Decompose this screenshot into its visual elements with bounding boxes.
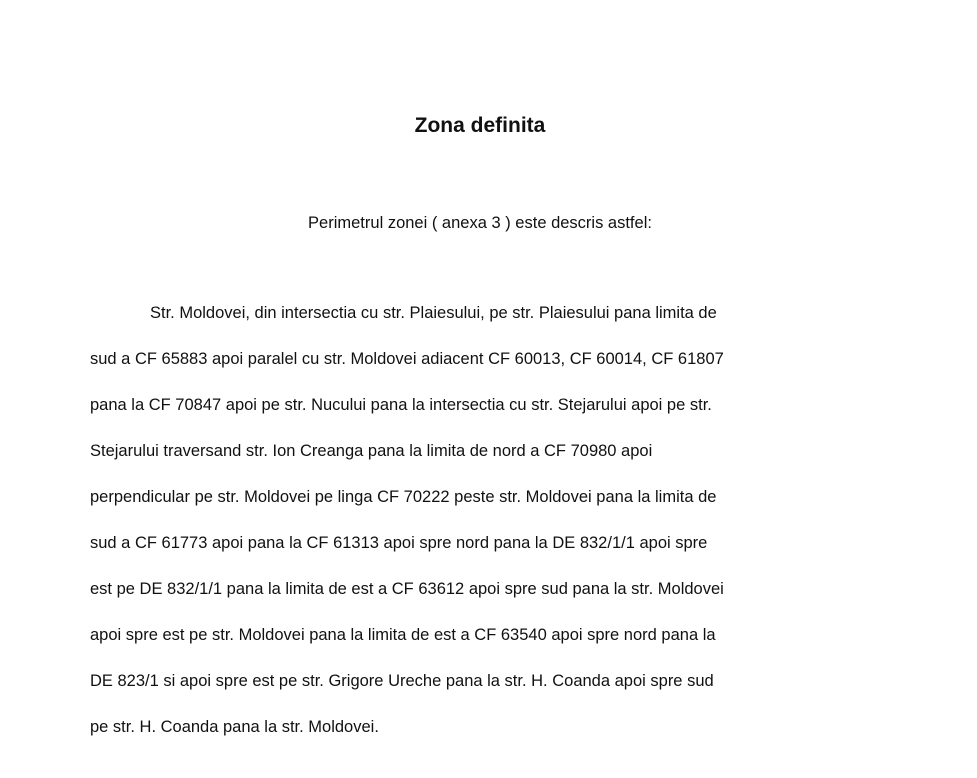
body-line: DE 823/1 si apoi spre est pe str. Grigore Ureche pana la str. H. Coanda apoi spre sud xyxy=(90,672,714,690)
body-line: Stejarului traversand str. Ion Creanga pana la limita de nord a CF 70980 apoi xyxy=(90,442,653,460)
body-line: pe str. H. Coanda pana la str. Moldovei. xyxy=(90,718,379,736)
body-line: apoi spre est pe str. Moldovei pana la limita de est a CF 63540 apoi spre nord pana la xyxy=(90,626,716,644)
body-line: perpendicular pe str. Moldovei pe linga CF 70222 peste str. Moldovei pana la limita de xyxy=(90,488,717,506)
body-line: est pe DE 832/1/1 pana la limita de est a CF 63612 apoi spre sud pana la str. Moldovei xyxy=(90,580,724,598)
body-line: Str. Moldovei, din intersectia cu str. Plaiesului, pe str. Plaiesului pana limita de xyxy=(150,304,717,322)
document-title: Zona definita xyxy=(414,114,546,137)
document-subtitle: Perimetrul zonei ( anexa 3 ) este descris astfel: xyxy=(308,214,652,232)
body-line: sud a CF 65883 apoi paralel cu str. Moldovei adiacent CF 60013, CF 60014, CF 61807 xyxy=(90,350,724,368)
body-line: sud a CF 61773 apoi pana la CF 61313 apoi spre nord pana la DE 832/1/1 apoi spre xyxy=(90,534,708,552)
perimeter-description xyxy=(90,290,875,750)
body-line: pana la CF 70847 apoi pe str. Nucului pana la intersectia cu str. Stejarului apoi pe str. xyxy=(90,396,712,414)
